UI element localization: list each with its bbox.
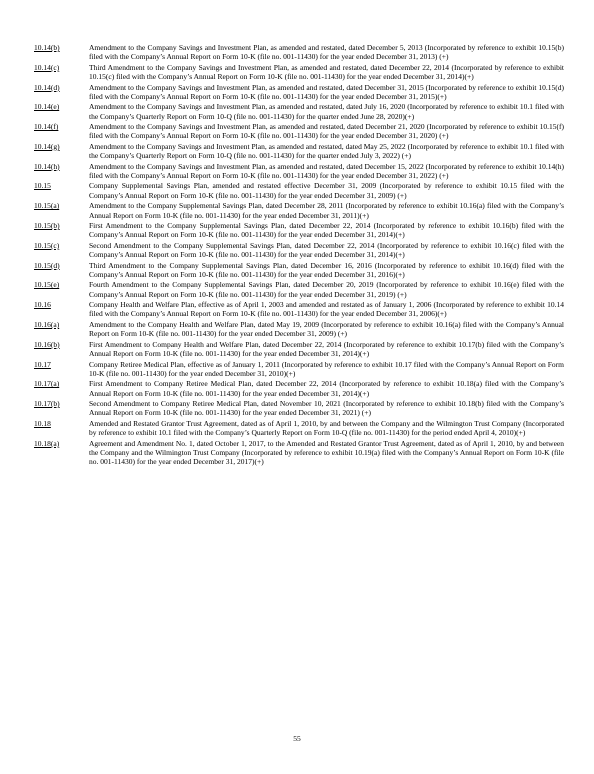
exhibit-number-link[interactable]: 10.15 xyxy=(34,181,51,191)
exhibit-number-cell xyxy=(34,181,89,190)
exhibit-row xyxy=(34,419,564,438)
exhibit-row xyxy=(34,162,564,181)
exhibit-description: Company Supplemental Savings Plan, amended and restated effective December 31, 2009 (Incorporated by reference to exhibit 10.15 filed with the Company’s Annual Report on Form 10-K (file no. 001-11430) for the year ended December 31, 2009) (+) xyxy=(89,181,564,200)
exhibit-number-cell xyxy=(34,122,89,131)
exhibit-number-link[interactable]: 10.14(e) xyxy=(34,102,60,112)
exhibit-number-cell xyxy=(34,162,89,171)
exhibit-description: Third Amendment to the Company Supplemental Savings Plan, dated December 16, 2016 (Incorporated by reference to exhibit 10.16(d) filed with the Company’s Annual Report on Form 10-K (file no. 001-11430) for the year ended December 31, 2016)(+) xyxy=(89,260,564,279)
exhibit-row xyxy=(34,300,564,319)
exhibit-row xyxy=(34,83,564,102)
exhibit-row xyxy=(34,181,564,200)
exhibit-row xyxy=(34,122,564,141)
exhibit-row xyxy=(34,201,564,220)
exhibit-number-cell xyxy=(34,261,89,270)
exhibit-description: Amendment to the Company Savings and Investment Plan, as amended and restated, dated December 15, 2022 (Incorporated by reference to exhibit 10.14(h) filed with the Company’s Annual Report on Form 10-K (file no. 001-11430) for the year ended December 31, 2022) (+) xyxy=(89,161,564,180)
exhibit-number-cell xyxy=(34,201,89,210)
exhibit-row xyxy=(34,221,564,240)
exhibit-description: First Amendment to the Company Supplemental Savings Plan, dated December 22, 2014 (Incorporated by reference to exhibit 10.16(b) filed with the Company’s Annual Report on Form 10-K (file no. 001-11430) for the year ended December 31, 2014)(+) xyxy=(89,221,564,240)
exhibit-number-cell xyxy=(34,221,89,230)
exhibit-description: Amendment to the Company Savings and Investment Plan, as amended and restated, dated December 5, 2013 (Incorporated by reference to exhibit 10.15(b) filed with the Company’s Annual Report on Form 10-K (file no. 001-11430) for the year ended December 31, 2013) (+) xyxy=(89,43,564,62)
exhibit-number-cell xyxy=(34,379,89,388)
exhibit-number-link[interactable]: 10.14(f) xyxy=(34,122,59,132)
exhibit-row xyxy=(34,320,564,339)
exhibit-number-cell xyxy=(34,142,89,151)
exhibit-number-cell xyxy=(34,439,89,448)
exhibit-number-cell xyxy=(34,320,89,329)
exhibit-description: Amended and Restated Grantor Trust Agreement, dated as of April 1, 2010, by and between the Company and the Wilmington Trust Company (Incorporated by reference to exhibit 10.1 filed with the Company’s Quarterly Report on Form 10-Q (file no. 001-11430) for the period ended April 4, 2010)(+) xyxy=(89,418,564,438)
exhibit-description: Second Amendment to Company Retiree Medical Plan, dated November 10, 2021 (Incorporated by reference to exhibit 10.18(b) filed with the Company’s Annual Report on Form 10-K (file no. 001-11430) for the year ended December 31, 2021) (+) xyxy=(89,399,564,418)
exhibit-row xyxy=(34,360,564,379)
exhibit-description: Third Amendment to the Company Savings and Investment Plan, as amended and restated, dated December 22, 2014 (Incorporated by reference to exhibit 10.15(c) filed with the Company’s Annual Report on Form 10-K (file no. 001-11430) for the year ended December 31, 2014)(+) xyxy=(89,62,564,82)
exhibit-description: Amendment to the Company Savings and Investment Plan, as amended and restated, dated December 31, 2015 (Incorporated by reference to exhibit 10.15(d) filed with the Company’s Annual Report on Form 10-K (file no. 001-11430) for the year ended December 31, 2015)(+) xyxy=(89,82,564,101)
exhibit-number-link[interactable]: 10.14(h) xyxy=(34,161,60,171)
exhibit-description: First Amendment to Company Health and Welfare Plan, dated December 22, 2014 (Incorporated by reference to exhibit 10.17(b) filed with the Company’s Annual Report on Form 10-K (file no. 001-11430) for the year ended December 31, 2014)(+) xyxy=(89,339,564,359)
exhibit-number-cell xyxy=(34,102,89,111)
exhibit-row xyxy=(34,142,564,161)
exhibit-number-link[interactable]: 10.16(b) xyxy=(34,339,60,349)
exhibit-number-cell xyxy=(34,419,89,428)
exhibit-description: Second Amendment to the Company Supplemental Savings Plan, dated December 22, 2014 (Incorporated by reference to exhibit 10.16(c) filed with the Company’s Annual Report on Form 10-K (file no. 001-11430) for the year ended December 31, 2014)(+) xyxy=(89,240,564,260)
page-number: 55 xyxy=(293,734,301,743)
exhibit-number-cell xyxy=(34,360,89,369)
exhibit-number-link[interactable]: 10.15(d) xyxy=(34,260,60,270)
exhibit-number-cell xyxy=(34,63,89,72)
exhibit-row xyxy=(34,379,564,398)
exhibit-row xyxy=(34,439,564,467)
exhibit-row xyxy=(34,241,564,260)
exhibit-number-link[interactable]: 10.16 xyxy=(34,300,51,310)
exhibit-number-link[interactable]: 10.17 xyxy=(34,359,51,369)
exhibit-description: Amendment to the Company Savings and Investment Plan, as amended and restated, dated May 25, 2022 (Incorporated by reference to exhibit 10.1 filed with the Company’s Quarterly Report on Form 10-Q (file no. 001-11430) for the quarter ended July 3, 2022) (+) xyxy=(89,141,564,161)
exhibit-description: Amendment to the Company Health and Welfare Plan, dated May 19, 2009 (Incorporated by reference to exhibit 10.16(a) filed with the Company’s Annual Report on Form 10-K (file no. 001-11430) for the year ended December 31, 2009) (+) xyxy=(89,319,564,339)
exhibit-row xyxy=(34,63,564,82)
exhibit-description: Amendment to the Company Supplemental Savings Plan, dated December 28, 2011 (Incorporated by reference to exhibit 10.16(a) filed with the Company’s Annual Report on Form 10-K (file no. 001-11430) for the year ended December 31, 2011)(+) xyxy=(89,201,564,220)
exhibit-number-link[interactable]: 10.15(c) xyxy=(34,240,60,250)
exhibit-description: Agreement and Amendment No. 1, dated October 1, 2017, to the Amended and Restated Grantor Trust Agreement, dated as of April 1, 2010, by and between the Company and the Wilmington Trust Company (Incorporated by reference to exhibit 10.19(a) filed with the Company’s Annual Report on Form 10-K (file no. 001-11430) for the year ended December 31, 2017)(+) xyxy=(89,438,564,467)
exhibit-number-link[interactable]: 10.16(a) xyxy=(34,319,60,329)
exhibit-number-link[interactable]: 10.14(c) xyxy=(34,62,60,72)
exhibit-description: Amendment to the Company Savings and Investment Plan, as amended and restated, dated December 21, 2020 (Incorporated by reference to exhibit 10.15(f) filed with the Company’s Annual Report on Form 10-K (file no. 001-11430) for the year ended December 31, 2020) (+) xyxy=(89,122,564,141)
exhibit-description: Company Health and Welfare Plan, effective as of April 1, 2003 and amended and restated as of January 1, 2006 (Incorporated by reference to exhibit 10.14 filed with the Company’s Annual Report on Form 10-K (file no. 001-11430) for the year ended December 31, 2006)(+) xyxy=(89,300,564,319)
exhibit-number-cell xyxy=(34,399,89,408)
exhibit-number-cell xyxy=(34,280,89,289)
exhibit-row xyxy=(34,261,564,280)
exhibit-list xyxy=(34,43,564,468)
exhibit-row xyxy=(34,399,564,418)
exhibit-number-cell xyxy=(34,83,89,92)
exhibit-description: Company Retiree Medical Plan, effective as of January 1, 2011 (Incorporated by reference to exhibit 10.17 filed with the Company’s Annual Report on Form 10-K (file no. 001-11430) for the year ended December 31, 2010)(+) xyxy=(89,359,564,378)
exhibit-row xyxy=(34,43,564,62)
exhibit-number-cell xyxy=(34,300,89,309)
exhibit-number-link[interactable]: 10.18(a) xyxy=(34,438,60,448)
exhibit-number-link[interactable]: 10.17(a) xyxy=(34,379,60,389)
exhibit-number-cell xyxy=(34,43,89,52)
exhibit-description: Fourth Amendment to the Company Supplemental Savings Plan, dated December 20, 2019 (Incorporated by reference to exhibit 10.16(e) filed with the Company’s Annual Report on Form 10-K (file no. 001-11430) for the year ended December 31, 2019) (+) xyxy=(89,280,564,299)
exhibit-number-link[interactable]: 10.14(d) xyxy=(34,82,60,92)
exhibit-number-link[interactable]: 10.17(b) xyxy=(34,399,60,409)
exhibit-number-link[interactable]: 10.14(b) xyxy=(34,43,60,52)
exhibit-description: First Amendment to Company Retiree Medical Plan, dated December 22, 2014 (Incorporated by reference to exhibit 10.18(a) filed with the Company’s Annual Report on Form 10-K (file no. 001-11430) for the year ended December 31, 2014)(+) xyxy=(89,379,564,398)
exhibit-number-link[interactable]: 10.14(g) xyxy=(34,141,60,151)
exhibit-row xyxy=(34,340,564,359)
exhibit-number-cell xyxy=(34,241,89,250)
exhibit-number-link[interactable]: 10.15(e) xyxy=(34,280,60,290)
exhibit-number-link[interactable]: 10.15(b) xyxy=(34,221,60,231)
exhibit-row xyxy=(34,102,564,121)
exhibit-number-link[interactable]: 10.18 xyxy=(34,418,51,428)
exhibit-number-cell xyxy=(34,340,89,349)
exhibit-row xyxy=(34,280,564,299)
exhibit-number-link[interactable]: 10.15(a) xyxy=(34,201,60,211)
exhibit-description: Amendment to the Company Savings and Investment Plan, as amended and restated, dated July 16, 2020 (Incorporated by reference to exhibit 10.1 filed with the Company’s Quarterly Report on Form 10-Q (file no. 001-11430) for the quarter ended June 28, 2020)(+) xyxy=(89,102,564,121)
